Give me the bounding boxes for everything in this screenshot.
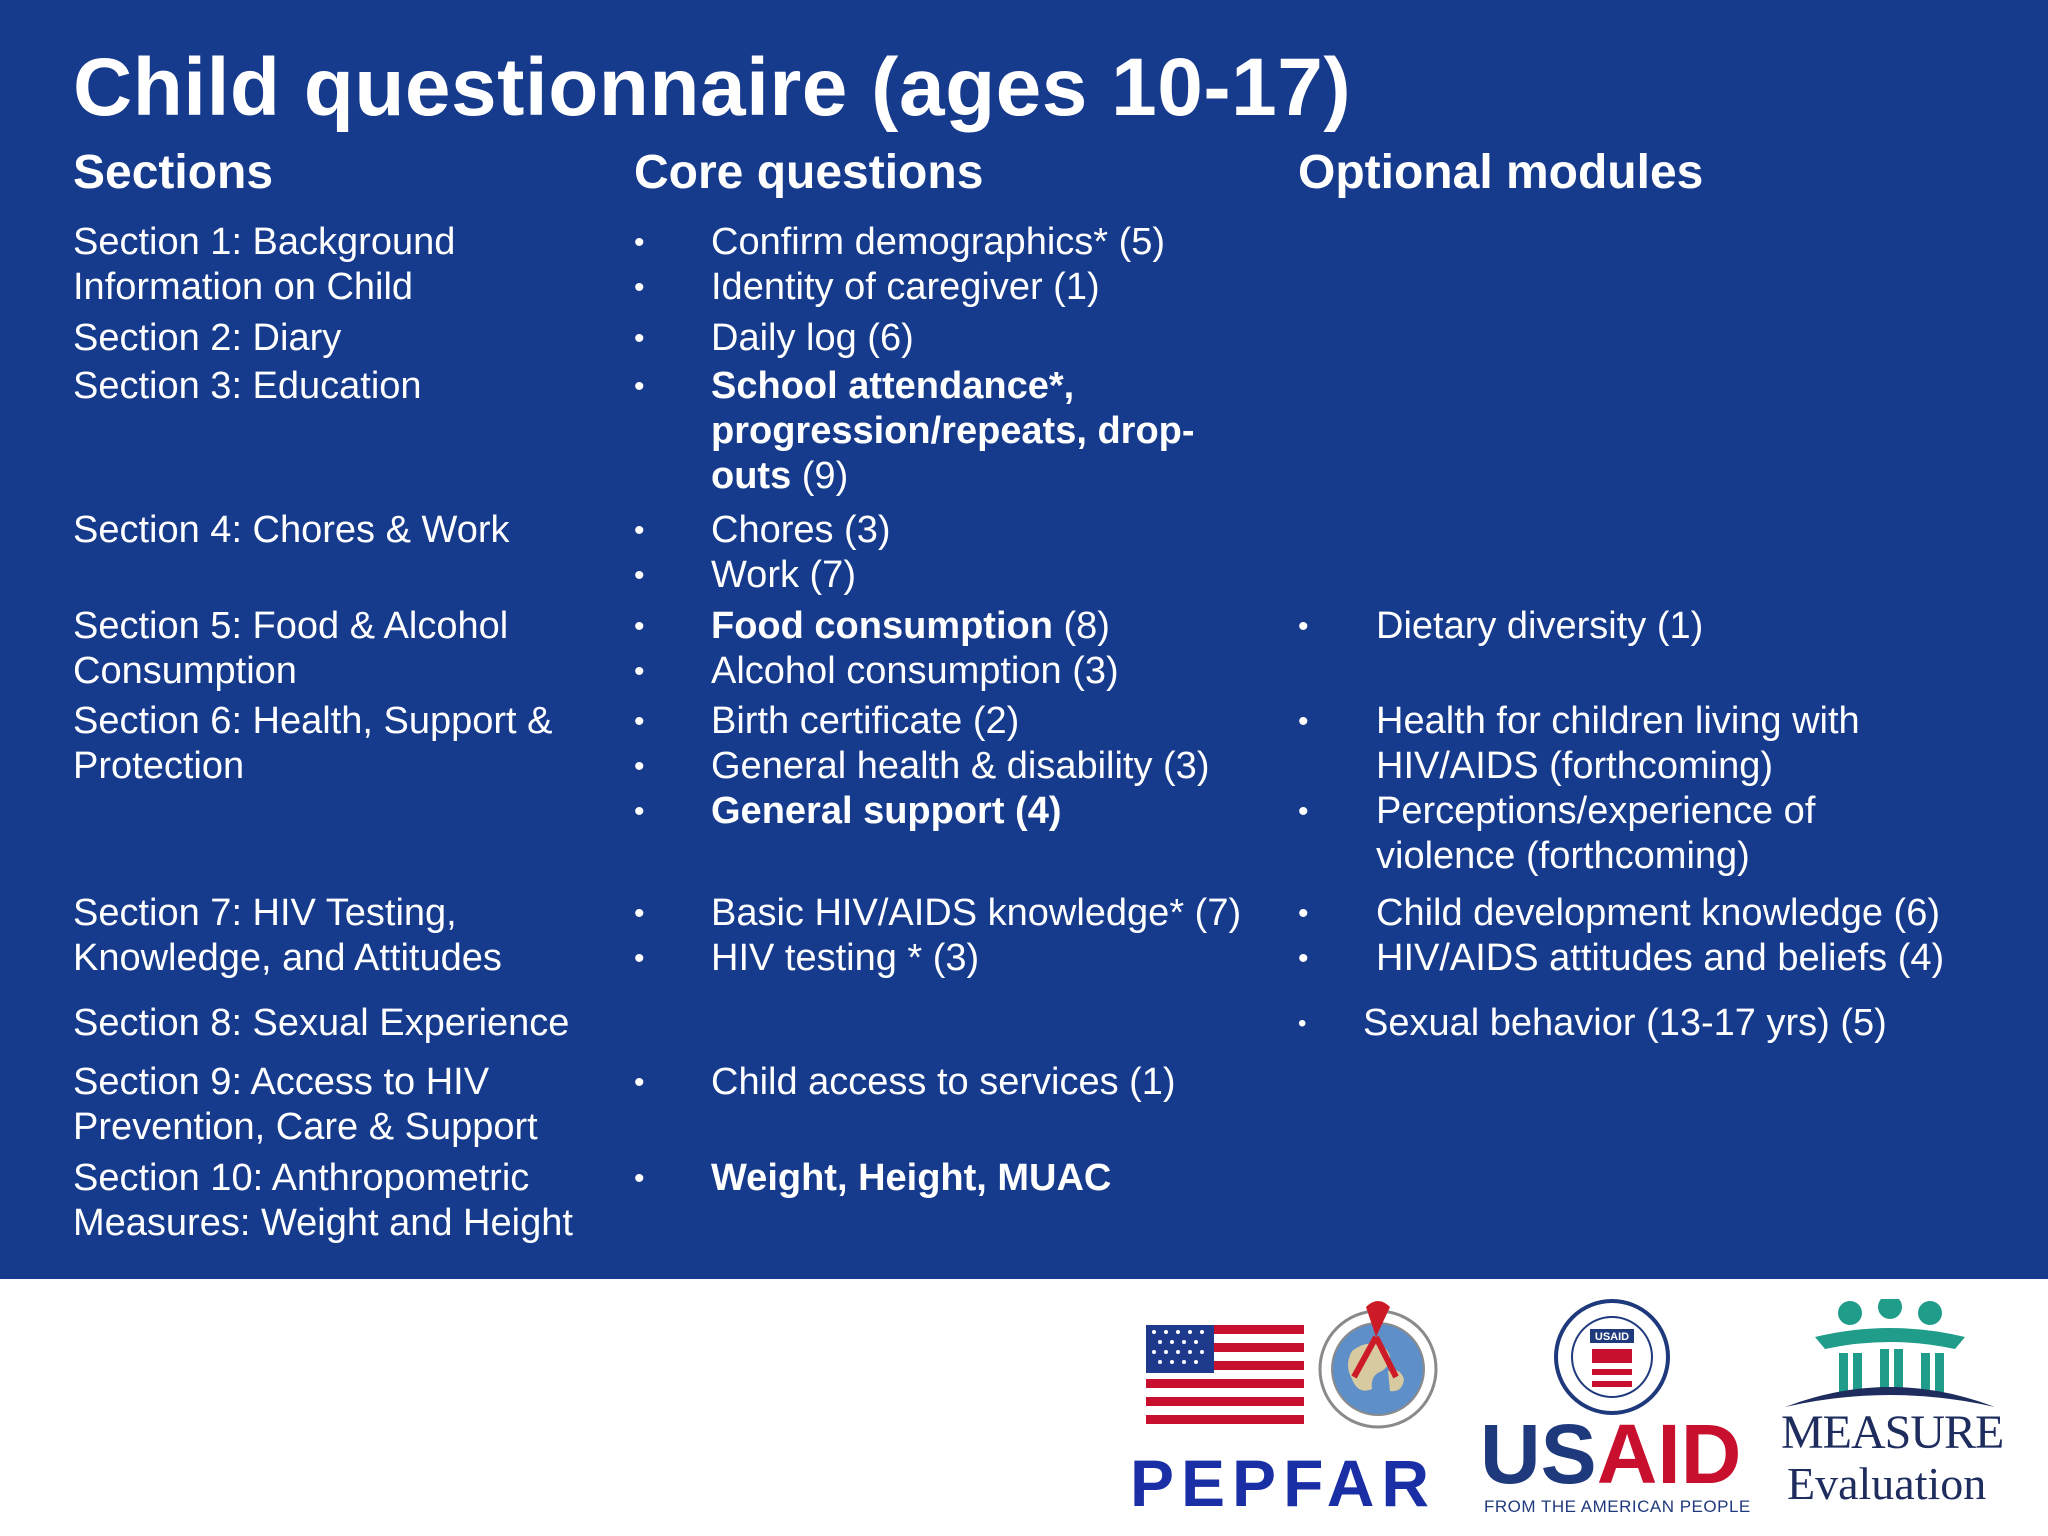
bullet-icon: • — [1298, 610, 1309, 643]
core-item — [711, 1060, 1176, 1105]
section-4: Section 4: Chores & Work — [73, 509, 510, 551]
usaid-seal-icon — [1480, 1297, 1745, 1417]
usaid-wordmark-us: US — [1480, 1407, 1597, 1501]
core-item-text: Identity of caregiver (1) — [711, 266, 1100, 308]
pepfar-logo — [1130, 1299, 1440, 1520]
bullet-icon: • — [634, 610, 645, 643]
usaid-tagline: FROM THE AMERICAN PEOPLE — [1484, 1497, 1751, 1516]
optional-item: Child development knowledge (6) — [1376, 892, 1940, 934]
bullet-icon: • — [634, 226, 645, 259]
core-item-text: Basic HIV/AIDS knowledge* (7) — [711, 892, 1242, 934]
section-6: Section 6: Health, Support & Protection — [73, 700, 553, 787]
bullet-icon: • — [634, 559, 645, 592]
usaid-seal-label: USAID — [1594, 1331, 1630, 1343]
bullet-icon: • — [634, 370, 645, 403]
core-item-bold: General support (4) — [711, 790, 1062, 832]
core-item-text: Work (7) — [711, 554, 856, 596]
bullet-icon: • — [634, 942, 645, 975]
core-item-bold: Weight, Height, MUAC — [711, 1157, 1112, 1199]
bullet-icon: • — [634, 795, 645, 828]
section-2: Section 2: Diary — [73, 317, 342, 359]
core-item-text: (9) — [791, 455, 849, 497]
core-item-text: Daily log (6) — [711, 317, 914, 359]
core-item-text: General health & disability (3) — [711, 745, 1210, 787]
core-item-text: HIV testing * (3) — [711, 937, 980, 979]
core-item — [711, 553, 856, 598]
bullet-icon: • — [634, 655, 645, 688]
optional-item: Sexual behavior (13-17 yrs) (5) — [1363, 1002, 1887, 1044]
section-10: Section 10: Anthropometric Measures: Weight and Height — [73, 1157, 573, 1244]
header-optional-modules: Optional modules — [1298, 146, 1704, 199]
header-core-questions: Core questions — [634, 146, 984, 199]
usaid-logo — [1480, 1297, 1751, 1517]
header-sections: Sections — [73, 146, 274, 199]
optional-item: HIV/AIDS attitudes and beliefs (4) — [1376, 937, 1945, 979]
core-item-bold: Food consumption — [711, 605, 1053, 647]
core-item — [711, 744, 1209, 789]
bullet-icon: • — [634, 322, 645, 355]
bullet-icon: • — [1298, 795, 1309, 828]
pepfar-wordmark: PEPFAR — [1130, 1446, 1437, 1520]
logo-footer — [0, 1279, 2048, 1536]
core-item — [711, 891, 1241, 936]
core-item-text: Child access to services (1) — [711, 1061, 1176, 1103]
core-item — [711, 604, 1110, 649]
evaluation-wordmark: Evaluation — [1787, 1458, 1987, 1509]
bullet-icon: • — [634, 271, 645, 304]
bullet-icon: • — [1298, 1010, 1307, 1037]
bullet-icon: • — [634, 750, 645, 783]
core-item — [711, 699, 1019, 744]
core-item — [711, 649, 1119, 694]
core-item — [711, 364, 1231, 499]
bullet-icon: • — [1298, 705, 1309, 738]
section-7: Section 7: HIV Testing, Knowledge, and Attitudes — [73, 892, 502, 979]
bullet-icon: • — [634, 1066, 645, 1099]
core-item-text: Birth certificate (2) — [711, 700, 1020, 742]
section-1: Section 1: Background Information on Child — [73, 221, 456, 308]
optional-item: Dietary diversity (1) — [1376, 605, 1704, 647]
section-8: Section 8: Sexual Experience — [73, 1002, 570, 1044]
section-5: Section 5: Food & Alcohol Consumption — [73, 605, 509, 692]
slide-title: Child questionnaire (ages 10-17) — [73, 42, 1352, 133]
pepfar-flag-globe-icon — [1130, 1299, 1440, 1439]
optional-item: Health for children living with HIV/AIDS (forthcoming) — [1376, 700, 1860, 787]
core-item-bold: School attendance*, progression/repeats, drop-outs — [711, 365, 1195, 497]
usaid-wordmark — [1480, 1409, 1741, 1499]
usaid-wordmark-aid: AID — [1596, 1407, 1742, 1501]
core-item-text: Chores (3) — [711, 509, 891, 551]
core-item — [711, 1156, 1111, 1201]
core-item-text: Alcohol consumption (3) — [711, 650, 1119, 692]
core-item — [711, 789, 1062, 834]
core-item — [711, 316, 914, 361]
measure-evaluation-logo — [1775, 1299, 2005, 1519]
bullet-icon: • — [634, 514, 645, 547]
bullet-icon: • — [634, 897, 645, 930]
bullet-icon: • — [1298, 942, 1309, 975]
bullet-icon: • — [1298, 897, 1309, 930]
section-9: Section 9: Access to HIV Prevention, Care & Support — [73, 1061, 538, 1148]
core-item — [711, 220, 1165, 265]
measure-people-icon — [1775, 1299, 2005, 1409]
bullet-icon: • — [634, 1162, 645, 1195]
core-item — [711, 265, 1100, 310]
core-item — [711, 508, 891, 553]
section-3: Section 3: Education — [73, 365, 422, 407]
bullet-icon: • — [634, 705, 645, 738]
optional-item: Perceptions/experience of violence (forthcoming) — [1376, 790, 1816, 877]
measure-wordmark: MEASURE — [1781, 1406, 2004, 1459]
core-item-text: (8) — [1052, 605, 1110, 647]
core-item — [711, 936, 979, 981]
core-item-text: Confirm demographics* (5) — [711, 221, 1166, 263]
